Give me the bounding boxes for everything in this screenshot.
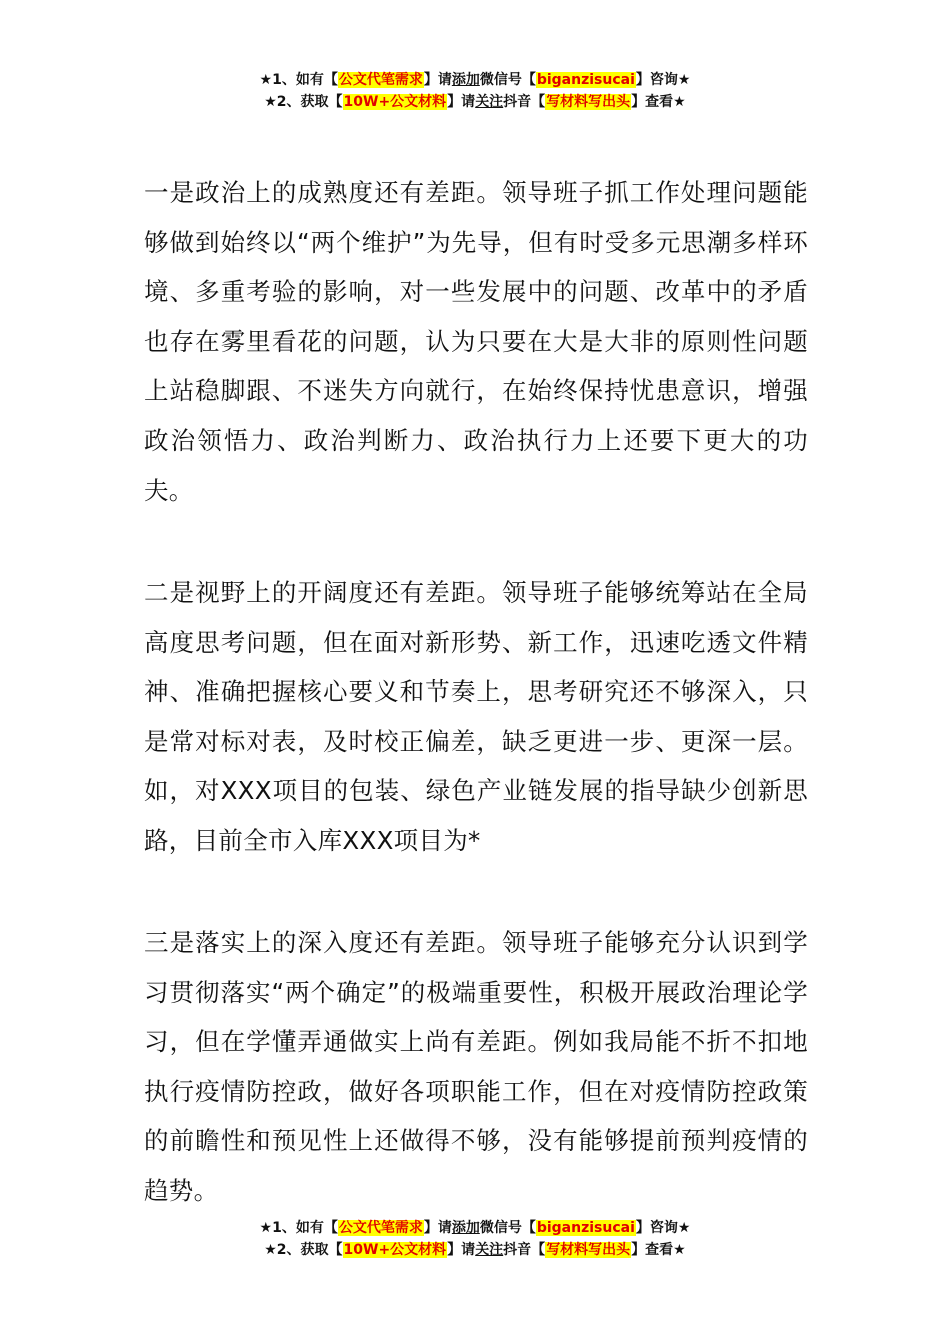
header-underlined-text: 添加 (451, 72, 480, 88)
header-text: 抖音【 (503, 94, 546, 110)
footer-text: ★2、获取【 (264, 1242, 343, 1258)
highlight-wechat-id: biganzisucai (536, 1220, 635, 1236)
footer-text: 】咨询★ (635, 1220, 691, 1236)
paragraph-implementation-depth: 三是落实上的深入度还有差距。领导班子能够充分认识到学习贯彻落实“两个确定”的极端重要性，积极开展政治理论学习，但在学懂弄通做实上尚有差距。例如我局能不折不扣地执行疫情防控政，做好各项职能工作，但在对疫情防控政策的前瞻性和预见性上还做得不够，没有能够提前预判疫情的趋势。 (144, 928, 808, 1205)
footer-text: 微信号【 (479, 1220, 536, 1236)
footer-text: 】请 (423, 1220, 452, 1236)
header-text: 】查看★ (631, 94, 686, 110)
footer-text: 】查看★ (631, 1242, 686, 1258)
header-text: 】请 (423, 72, 452, 88)
highlight-douyin-account: 写材料写出头 (546, 1242, 631, 1258)
highlight-service: 公文代笔需求 (338, 72, 423, 88)
header-underlined-text: 关注 (475, 94, 504, 110)
footer-banner (0, 1217, 950, 1261)
header-line-1 (0, 69, 950, 91)
footer-underlined-text: 关注 (475, 1242, 504, 1258)
paragraph-political-maturity: 一是政治上的成熟度还有差距。领导班子抓工作处理问题能够做到始终以“两个维护”为先导，但有时受多元思潮多样环境、多重考验的影响，对一些发展中的问题、改革中的矛盾也存在雾里看花的问题，认为只要在大是大非的原则性问题上站稳脚跟、不迷失方向就行，在始终保持忧患意识，增强政治领悟力、政治判断力、政治执行力上还要下更大的功夫。 (144, 178, 808, 505)
highlight-wechat-id: biganzisucai (536, 72, 635, 88)
header-text: 微信号【 (479, 72, 536, 88)
footer-text: ★1、如有【 (259, 1220, 338, 1236)
header-text: ★2、获取【 (264, 94, 343, 110)
highlight-service: 公文代笔需求 (338, 1220, 423, 1236)
footer-text: 抖音【 (503, 1242, 546, 1258)
footer-text: 】请 (447, 1242, 476, 1258)
footer-line-1 (0, 1217, 950, 1239)
header-text: 】咨询★ (635, 72, 691, 88)
footer-line-2 (0, 1239, 950, 1261)
highlight-materials: 10W+公文材料 (343, 94, 447, 110)
header-text: ★1、如有【 (259, 72, 338, 88)
paragraph-vision-breadth: 二是视野上的开阔度还有差距。领导班子能够统筹站在全局高度思考问题，但在面对新形势、新工作，迅速吃透文件精神、准确把握核心要义和节奏上，思考研究还不够深入，只是常对标对表，及时校正偏差，缺乏更进一步、更深一层。如，对XXX项目的包装、绿色产业链发展的指导缺少创新思路，目前全市入库XXX项目为* (144, 578, 808, 855)
highlight-douyin-account: 写材料写出头 (546, 94, 631, 110)
header-banner (0, 69, 950, 113)
header-text: 】请 (447, 94, 476, 110)
highlight-materials: 10W+公文材料 (343, 1242, 447, 1258)
header-line-2 (0, 91, 950, 113)
footer-underlined-text: 添加 (451, 1220, 480, 1236)
